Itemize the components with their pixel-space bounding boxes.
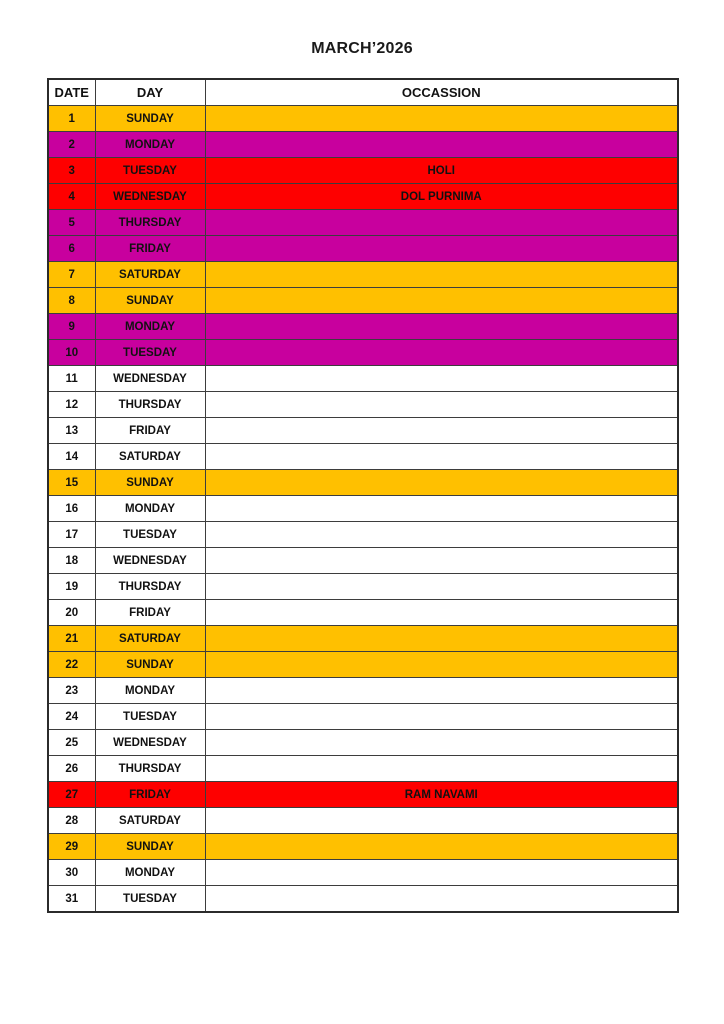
day-cell: THURSDAY (95, 210, 205, 236)
calendar-table (47, 78, 679, 913)
day-cell: WEDNESDAY (95, 730, 205, 756)
date-cell: 28 (48, 808, 95, 834)
table-row (48, 626, 678, 652)
table-row (48, 730, 678, 756)
date-cell: 7 (48, 262, 95, 288)
table-row (48, 522, 678, 548)
table-row (48, 548, 678, 574)
date-cell: 19 (48, 574, 95, 600)
occasion-column-header: OCCASSION (205, 79, 678, 106)
table-row (48, 444, 678, 470)
occasion-cell (205, 756, 678, 782)
occasion-cell (205, 678, 678, 704)
date-cell: 31 (48, 886, 95, 913)
date-column-header: DATE (48, 79, 95, 106)
occasion-cell (205, 808, 678, 834)
occasion-cell (205, 288, 678, 314)
table-row (48, 158, 678, 184)
day-cell: SATURDAY (95, 444, 205, 470)
day-cell: TUESDAY (95, 340, 205, 366)
day-cell: THURSDAY (95, 756, 205, 782)
day-cell: FRIDAY (95, 236, 205, 262)
date-cell: 30 (48, 860, 95, 886)
date-cell: 13 (48, 418, 95, 444)
date-cell: 11 (48, 366, 95, 392)
date-cell: 26 (48, 756, 95, 782)
occasion-cell (205, 886, 678, 913)
occasion-cell (205, 626, 678, 652)
occasion-cell (205, 704, 678, 730)
date-cell: 5 (48, 210, 95, 236)
day-cell: SUNDAY (95, 834, 205, 860)
date-cell: 20 (48, 600, 95, 626)
day-cell: SUNDAY (95, 652, 205, 678)
table-row (48, 652, 678, 678)
day-cell: THURSDAY (95, 574, 205, 600)
table-row (48, 392, 678, 418)
occasion-cell (205, 470, 678, 496)
date-cell: 1 (48, 106, 95, 132)
day-cell: MONDAY (95, 678, 205, 704)
day-cell: SUNDAY (95, 470, 205, 496)
table-row (48, 236, 678, 262)
date-cell: 21 (48, 626, 95, 652)
day-cell: TUESDAY (95, 522, 205, 548)
occasion-cell (205, 392, 678, 418)
day-cell: SATURDAY (95, 808, 205, 834)
date-cell: 9 (48, 314, 95, 340)
occasion-cell (205, 314, 678, 340)
day-cell: MONDAY (95, 496, 205, 522)
day-cell: SATURDAY (95, 626, 205, 652)
occasion-cell (205, 496, 678, 522)
date-cell: 4 (48, 184, 95, 210)
date-cell: 14 (48, 444, 95, 470)
occasion-cell (205, 860, 678, 886)
occasion-cell (205, 600, 678, 626)
table-row (48, 106, 678, 132)
occasion-cell (205, 834, 678, 860)
day-cell: TUESDAY (95, 158, 205, 184)
table-row (48, 756, 678, 782)
day-cell: MONDAY (95, 132, 205, 158)
occasion-cell (205, 366, 678, 392)
occasion-cell (205, 652, 678, 678)
date-cell: 22 (48, 652, 95, 678)
date-cell: 25 (48, 730, 95, 756)
table-row (48, 132, 678, 158)
date-cell: 3 (48, 158, 95, 184)
page-title: MARCH’2026 (311, 40, 413, 57)
occasion-cell (205, 106, 678, 132)
date-cell: 27 (48, 782, 95, 808)
date-cell: 24 (48, 704, 95, 730)
occasion-cell (205, 444, 678, 470)
header-row (48, 79, 678, 106)
date-cell: 8 (48, 288, 95, 314)
occasion-cell (205, 574, 678, 600)
day-cell: SUNDAY (95, 288, 205, 314)
date-cell: 2 (48, 132, 95, 158)
date-cell: 12 (48, 392, 95, 418)
day-cell: SUNDAY (95, 106, 205, 132)
occasion-cell: DOL PURNIMA (205, 184, 678, 210)
table-row (48, 860, 678, 886)
occasion-cell (205, 730, 678, 756)
date-cell: 23 (48, 678, 95, 704)
occasion-cell (205, 548, 678, 574)
occasion-cell (205, 522, 678, 548)
table-row (48, 886, 678, 913)
day-column-header: DAY (95, 79, 205, 106)
occasion-cell (205, 340, 678, 366)
table-row (48, 366, 678, 392)
date-cell: 16 (48, 496, 95, 522)
day-cell: WEDNESDAY (95, 184, 205, 210)
table-row (48, 496, 678, 522)
table-row (48, 704, 678, 730)
table-row (48, 808, 678, 834)
table-row (48, 210, 678, 236)
occasion-cell: RAM NAVAMI (205, 782, 678, 808)
day-cell: FRIDAY (95, 782, 205, 808)
table-row (48, 340, 678, 366)
table-row (48, 262, 678, 288)
occasion-cell (205, 236, 678, 262)
occasion-cell (205, 210, 678, 236)
date-cell: 15 (48, 470, 95, 496)
date-cell: 10 (48, 340, 95, 366)
day-cell: FRIDAY (95, 418, 205, 444)
table-row (48, 470, 678, 496)
occasion-cell (205, 418, 678, 444)
table-row (48, 184, 678, 210)
day-cell: WEDNESDAY (95, 548, 205, 574)
calendar-rows (48, 106, 678, 913)
date-cell: 17 (48, 522, 95, 548)
occasion-cell (205, 262, 678, 288)
table-row (48, 418, 678, 444)
day-cell: TUESDAY (95, 886, 205, 913)
day-cell: TUESDAY (95, 704, 205, 730)
day-cell: FRIDAY (95, 600, 205, 626)
table-row (48, 314, 678, 340)
occasion-cell (205, 132, 678, 158)
date-cell: 18 (48, 548, 95, 574)
table-row (48, 678, 678, 704)
day-cell: MONDAY (95, 860, 205, 886)
occasion-cell: HOLI (205, 158, 678, 184)
date-cell: 29 (48, 834, 95, 860)
table-row (48, 574, 678, 600)
day-cell: WEDNESDAY (95, 366, 205, 392)
table-row (48, 600, 678, 626)
day-cell: THURSDAY (95, 392, 205, 418)
table-row (48, 834, 678, 860)
day-cell: MONDAY (95, 314, 205, 340)
day-cell: SATURDAY (95, 262, 205, 288)
table-row (48, 782, 678, 808)
date-cell: 6 (48, 236, 95, 262)
table-row (48, 288, 678, 314)
